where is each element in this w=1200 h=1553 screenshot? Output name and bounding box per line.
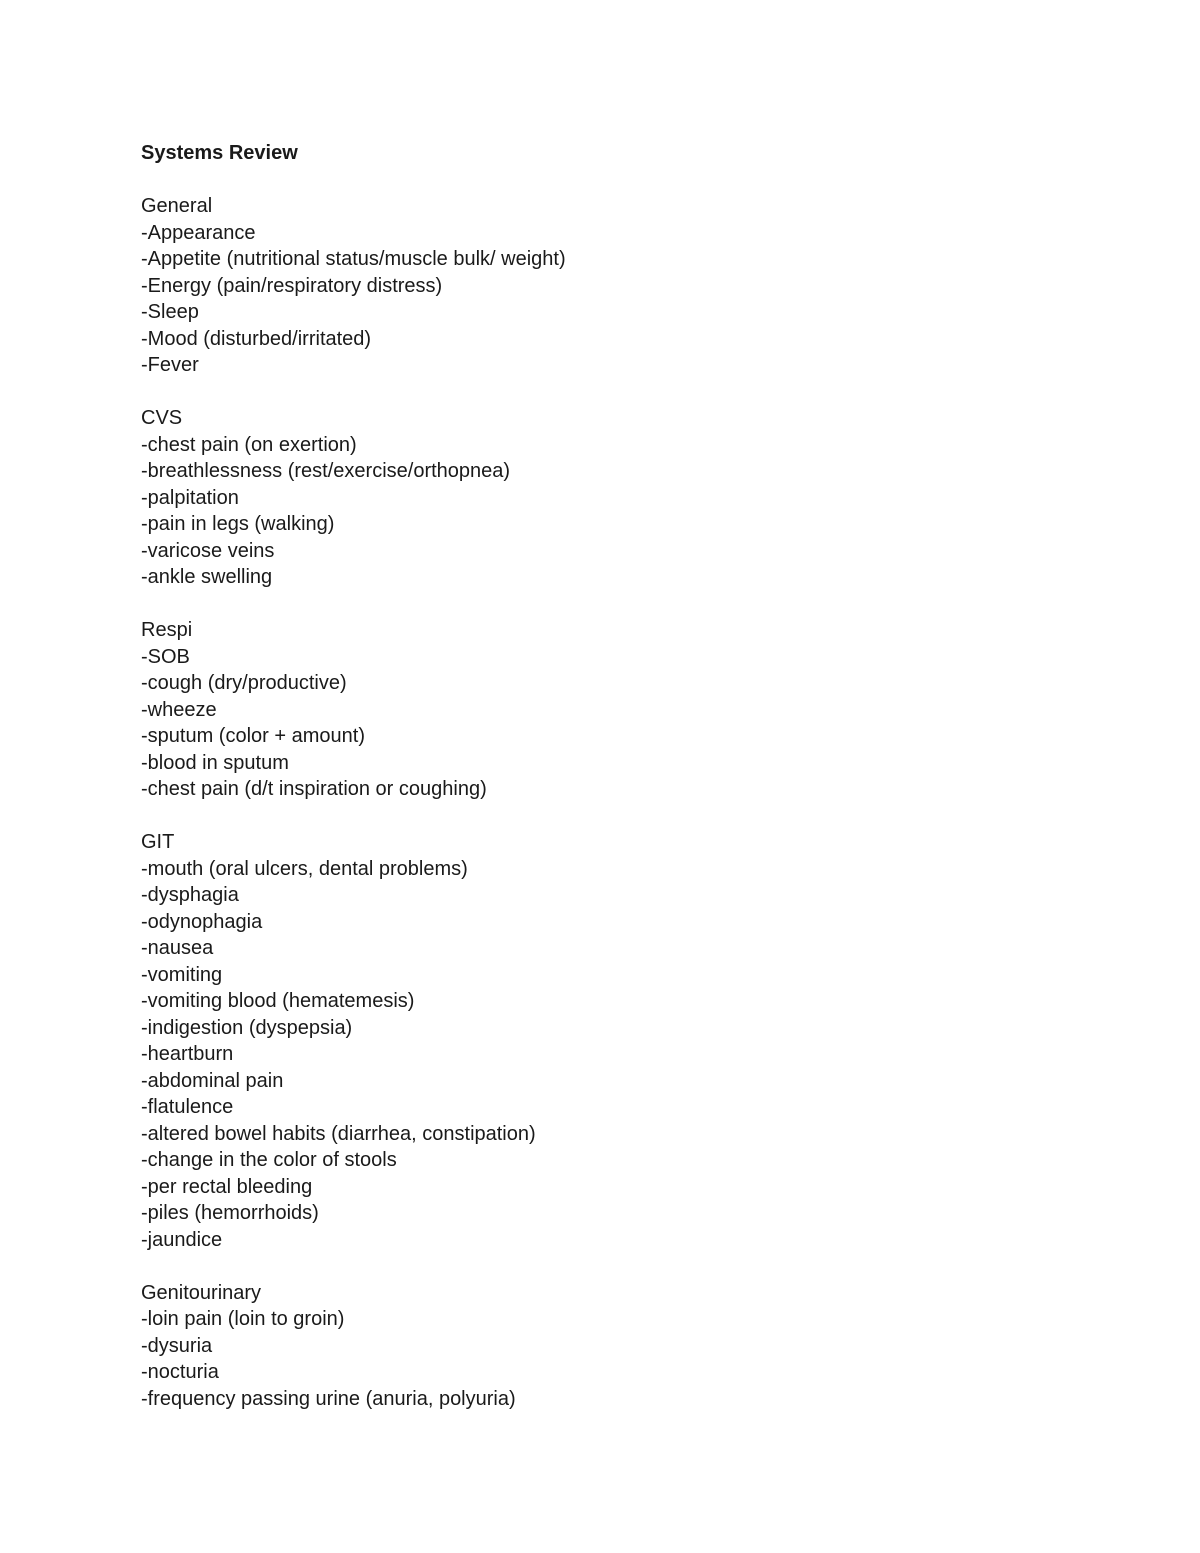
list-item: -heartburn <box>141 1043 234 1065</box>
list-item: -wheeze <box>141 698 217 721</box>
list-item: -Energy (pain/respiratory distress) <box>141 274 443 297</box>
section-heading: Respi <box>141 619 193 641</box>
list-item: -Fever <box>141 354 199 376</box>
list-item: -per rectal bleeding <box>141 1175 313 1198</box>
list-item: -chest pain (on exertion) <box>141 433 357 456</box>
section-respi <box>141 617 1041 803</box>
section-general <box>141 193 1041 379</box>
list-item: -varicose veins <box>141 539 275 562</box>
section-item-list <box>141 856 1041 1254</box>
list-item: -vomiting blood (hematemesis) <box>141 990 415 1012</box>
section-heading: General <box>141 195 213 217</box>
list-item: -odynophagia <box>141 910 263 933</box>
section-git <box>141 829 1041 1253</box>
list-item: -change in the color of stools <box>141 1149 397 1171</box>
document-content <box>141 140 1041 1439</box>
section-cvs <box>141 405 1041 591</box>
document-title: Systems Review <box>141 142 298 164</box>
list-item: -frequency passing urine (anuria, polyuria) <box>141 1387 516 1410</box>
list-item: -ankle swelling <box>141 566 273 588</box>
list-item: -vomiting <box>141 963 223 986</box>
list-item: -chest pain (d/t inspiration or coughing) <box>141 778 487 800</box>
list-item: -Appearance <box>141 221 256 244</box>
list-item: -Appetite (nutritional status/muscle bulk/ weight) <box>141 248 566 270</box>
section-item-list <box>141 220 1041 379</box>
section-item-list <box>141 432 1041 591</box>
list-item: -jaundice <box>141 1228 223 1251</box>
list-item: -nausea <box>141 937 214 959</box>
list-item: -nocturia <box>141 1361 219 1383</box>
list-item: -altered bowel habits (diarrhea, constipation) <box>141 1122 536 1145</box>
list-item: -dysphagia <box>141 884 239 906</box>
list-item: -pain in legs (walking) <box>141 513 335 535</box>
section-item-list <box>141 644 1041 803</box>
section-item-list <box>141 1306 1041 1412</box>
list-item: -Mood (disturbed/irritated) <box>141 327 372 350</box>
list-item: -indigestion (dyspepsia) <box>141 1016 353 1039</box>
section-genitourinary <box>141 1280 1041 1413</box>
list-item: -cough (dry/productive) <box>141 672 347 694</box>
list-item: -blood in sputum <box>141 751 289 774</box>
list-item: -flatulence <box>141 1096 234 1118</box>
list-item: -loin pain (loin to groin) <box>141 1308 345 1330</box>
list-item: -palpitation <box>141 486 239 509</box>
list-item: -piles (hemorrhoids) <box>141 1202 319 1224</box>
list-item: -sputum (color + amount) <box>141 725 365 747</box>
section-heading: CVS <box>141 407 183 429</box>
list-item: -Sleep <box>141 301 199 323</box>
list-item: -SOB <box>141 645 190 668</box>
list-item: -dysuria <box>141 1334 213 1357</box>
list-item: -breathlessness (rest/exercise/orthopnea) <box>141 460 511 482</box>
section-heading: GIT <box>141 831 175 853</box>
sections-container <box>141 193 1041 1412</box>
list-item: -mouth (oral ulcers, dental problems) <box>141 857 468 880</box>
section-heading: Genitourinary <box>141 1281 262 1304</box>
list-item: -abdominal pain <box>141 1069 284 1092</box>
